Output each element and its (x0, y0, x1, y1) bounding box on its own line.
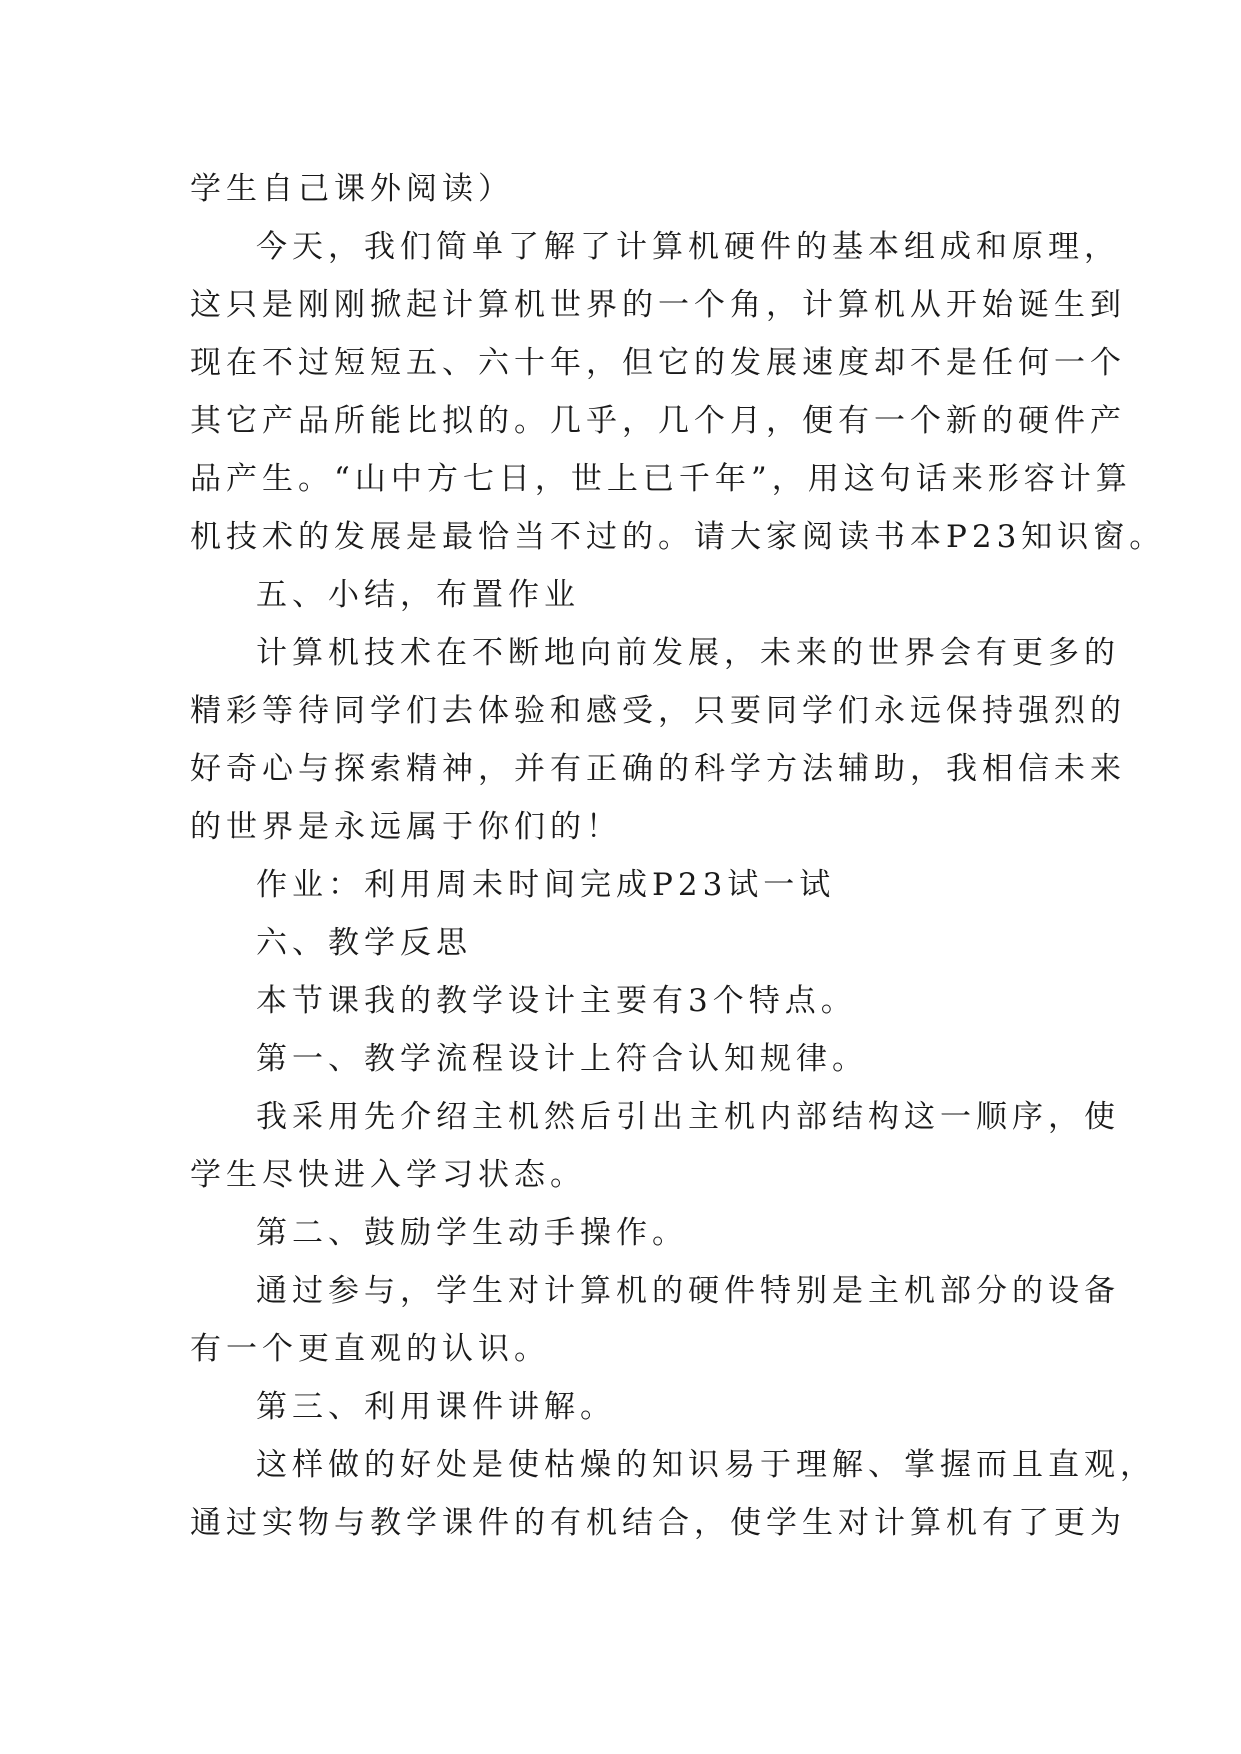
text-line: 五、小结，布置作业 (256, 577, 580, 613)
text-line: 通过参与，学生对计算机的硬件特别是主机部分的设备 (256, 1273, 1120, 1309)
text-line: 有一个更直观的认识。 (190, 1331, 550, 1367)
text-line: 这只是刚刚掀起计算机世界的一个角，计算机从开始诞生到 (190, 287, 1126, 323)
text-line: 第二、鼓励学生动手操作。 (256, 1215, 688, 1251)
body-text (190, 160, 1166, 1552)
text-line: 的世界是永远属于你们的！ (190, 809, 622, 845)
text-line: 现在不过短短五、六十年，但它的发展速度却不是任何一个 (190, 345, 1126, 381)
text-line: 机技术的发展是最恰当不过的。请大家阅读书本P23知识窗。 (190, 519, 1166, 555)
text-line: 今天，我们简单了解了计算机硬件的基本组成和原理， (256, 229, 1120, 265)
text-line: 计算机技术在不断地向前发展，未来的世界会有更多的 (256, 635, 1120, 671)
text-line: 我采用先介绍主机然后引出主机内部结构这一顺序，使 (256, 1099, 1120, 1135)
text-line: 六、教学反思 (256, 925, 472, 961)
text-line: 好奇心与探索精神，并有正确的科学方法辅助，我相信未来 (190, 751, 1126, 787)
text-line: 学生尽快进入学习状态。 (190, 1157, 586, 1193)
text-line: 作业：利用周未时间完成P23试一试 (256, 867, 836, 903)
text-line: 第一、教学流程设计上符合认知规律。 (256, 1041, 868, 1077)
text-line: 第三、利用课件讲解。 (256, 1389, 616, 1425)
text-line: 通过实物与教学课件的有机结合，使学生对计算机有了更为 (190, 1505, 1126, 1541)
text-line: 本节课我的教学设计主要有3个特点。 (256, 983, 857, 1019)
text-line: 品产生。“山中方七日，世上已千年”，用这句话来形容计算 (190, 461, 1132, 497)
text-line: 这样做的好处是使枯燥的知识易于理解、掌握而且直观， (256, 1447, 1156, 1483)
text-line: 精彩等待同学们去体验和感受，只要同学们永远保持强烈的 (190, 693, 1126, 729)
text-line: 其它产品所能比拟的。几乎，几个月，便有一个新的硬件产 (190, 403, 1126, 439)
text-line: 学生自己课外阅读） (190, 171, 514, 207)
